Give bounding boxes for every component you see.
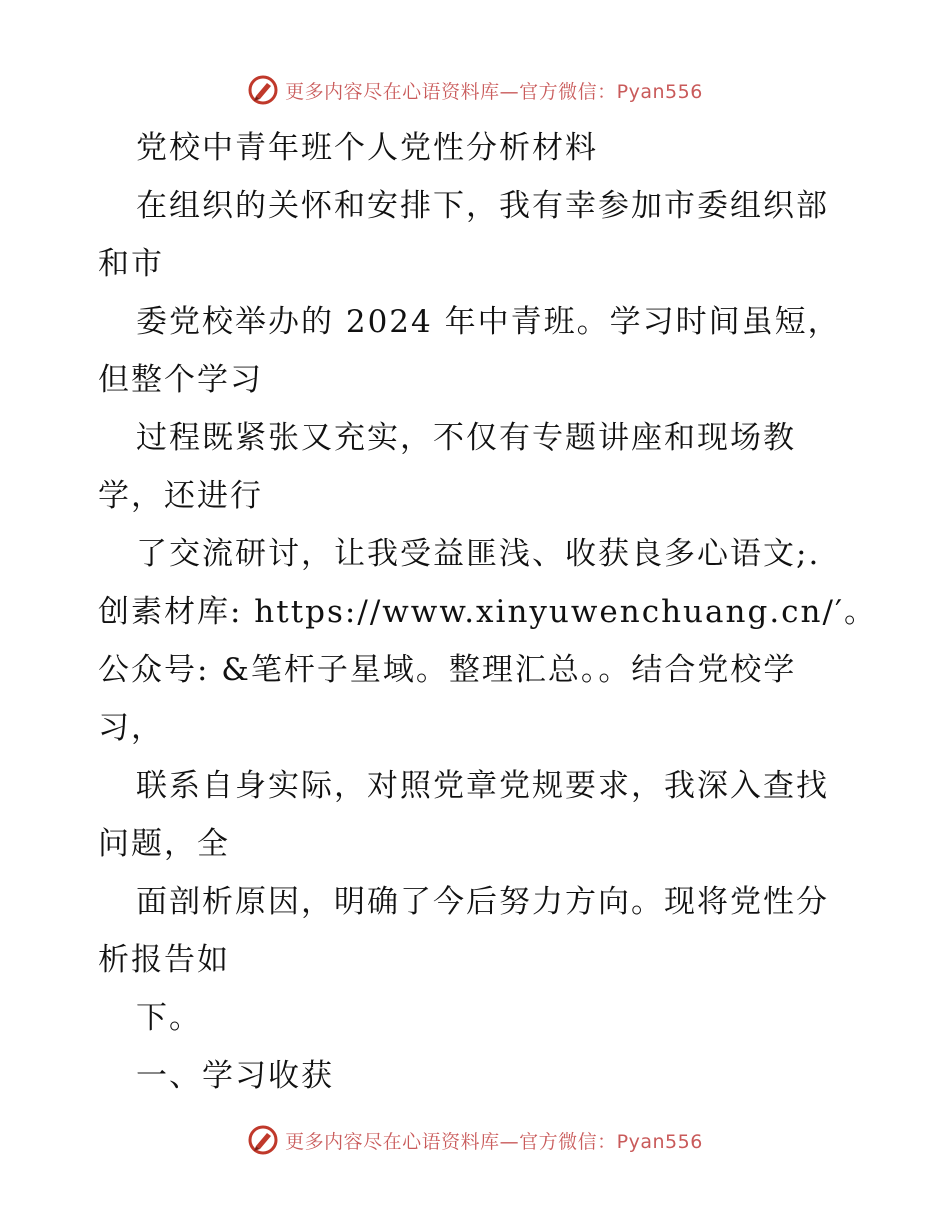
paragraph-line: 析报告如 (98, 942, 230, 978)
paragraph-line: 委党校举办的 2024 年中青班。学习时间虽短， (136, 304, 841, 340)
paragraph-line: 创素材库: https://www.xinyuwenchuang.cn/′。 (98, 594, 877, 630)
paragraph-line: 面剖析原因，明确了今后努力方向。现将党性分 (136, 884, 829, 920)
paragraph-line: 过程既紧张又充实，不仅有专题讲座和现场教 (136, 420, 796, 456)
section-heading: 一、学习收获 (136, 1058, 334, 1094)
paragraph-line: 和市 (98, 246, 164, 282)
paragraph-line: 在组织的关怀和安排下，我有幸参加市委组织部 (136, 188, 829, 224)
paragraph-line: 但整个学习 (98, 362, 263, 398)
paragraph-line: 问题，全 (98, 826, 230, 862)
paragraph-line: 学，还进行 (98, 478, 263, 514)
document-title: 党校中青年班个人党性分析材料 (136, 130, 598, 166)
pen-logo-icon (247, 1124, 279, 1156)
pen-logo-icon (247, 74, 279, 106)
watermark-text: 更多内容尽在心语资料库—官方微信：Pyan556 (285, 80, 703, 103)
paragraph-line: 联系自身实际，对照党章党规要求，我深入查找 (136, 768, 829, 804)
header-watermark-banner (0, 70, 950, 110)
footer-watermark-banner (0, 1120, 950, 1160)
paragraph-line: 习， (98, 710, 164, 746)
paragraph-line: 下。 (136, 1000, 202, 1036)
paragraph-line: 公众号: &笔杆子星域。整理汇总。。结合党校学 (98, 652, 797, 688)
watermark-text: 更多内容尽在心语资料库—官方微信：Pyan556 (285, 1130, 703, 1153)
paragraph-line: 了交流研讨，让我受益匪浅、收获良多心语文;. (136, 536, 821, 572)
